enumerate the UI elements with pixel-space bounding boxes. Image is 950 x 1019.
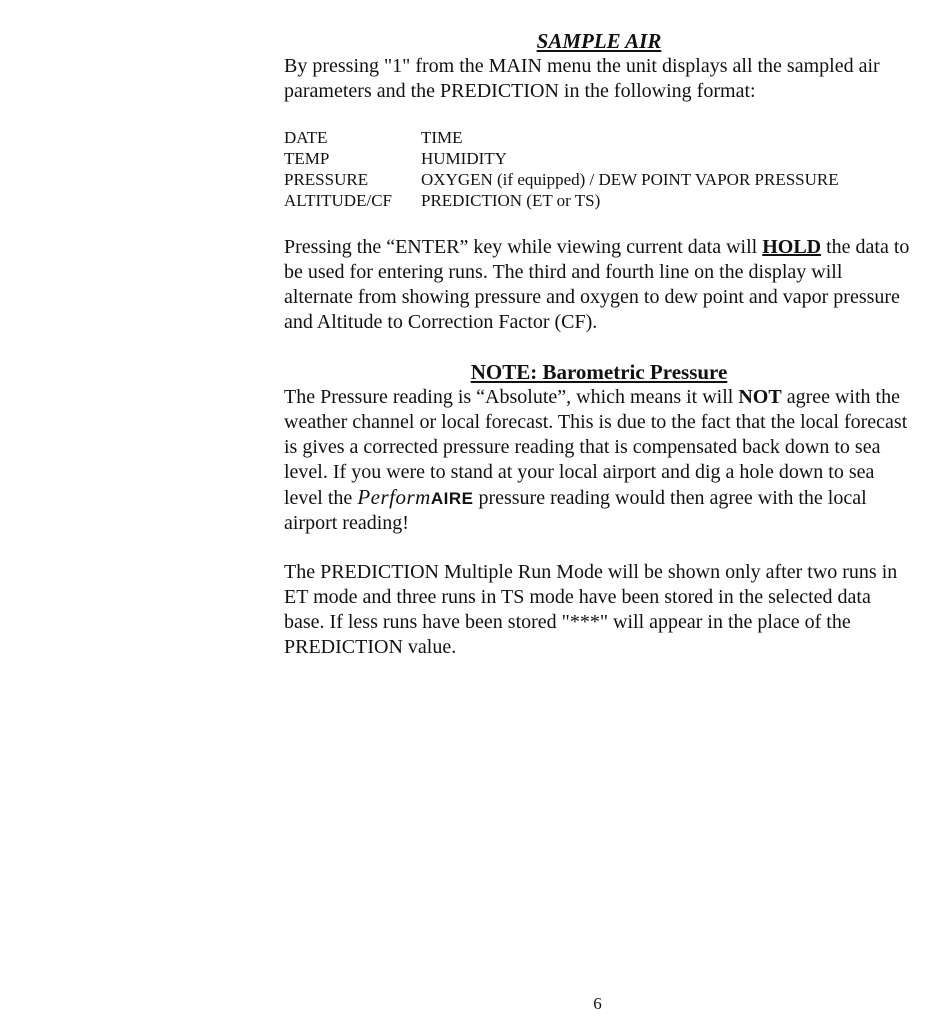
note-emphasis: NOT [738, 386, 782, 408]
note-heading: NOTE: Barometric Pressure [470, 360, 728, 384]
format-row [284, 148, 914, 169]
format-row [284, 127, 914, 148]
hold-emphasis: HOLD [762, 236, 822, 258]
hold-paragraph [284, 235, 914, 335]
format-label: TEMP [284, 149, 330, 168]
page-content [284, 28, 914, 660]
prediction-paragraph: The PREDICTION Multiple Run Mode will be shown only after two runs in ET mode and three runs in TS mode have been stored in the selected data base. If less runs have been stored "***" will appear in the place of the PREDICTION value. [284, 561, 898, 658]
format-row [284, 190, 914, 211]
hold-text-before: Pressing the “ENTER” key while viewing current data will [284, 236, 763, 258]
format-label: PRESSURE [284, 170, 369, 189]
format-label: DATE [284, 128, 328, 147]
format-value: TIME [421, 128, 463, 147]
display-format-table [284, 127, 914, 211]
intro-paragraph: By pressing "1" from the MAIN menu the unit displays all the sampled air parameters and the PREDICTION in the following format: [284, 55, 880, 102]
note-text-2: agree with the weather channel or local forecast. This is due to the fact that the local forecast is gives a corrected pressure reading that is compensated back down to sea level. If you were to stand at your local airport and dig a hole down to sea level the [284, 386, 908, 509]
format-value: OXYGEN (if equipped) / DEW POINT VAPOR PRESSURE [421, 170, 839, 189]
note-text-3: pressure reading would then agree with the local airport reading! [284, 487, 867, 534]
note-text-1: The Pressure reading is “Absolute”, which means it will [284, 386, 739, 408]
format-row [284, 169, 914, 190]
hold-text-after: the data to be used for entering runs. The third and fourth line on the display will alternate from showing pressure and oxygen to dew point and vapor pressure and Altitude to Correction Factor (CF). [284, 236, 910, 333]
format-label: ALTITUDE/CF [284, 191, 392, 210]
page-number: 6 [593, 994, 602, 1013]
format-value: PREDICTION (ET or TS) [421, 191, 601, 210]
note-paragraph [284, 385, 914, 536]
section-title: SAMPLE AIR [536, 29, 662, 53]
format-value: HUMIDITY [421, 149, 507, 168]
brand-logo-script: Perform [357, 485, 431, 509]
brand-logo-caps: AIRE [430, 489, 474, 508]
